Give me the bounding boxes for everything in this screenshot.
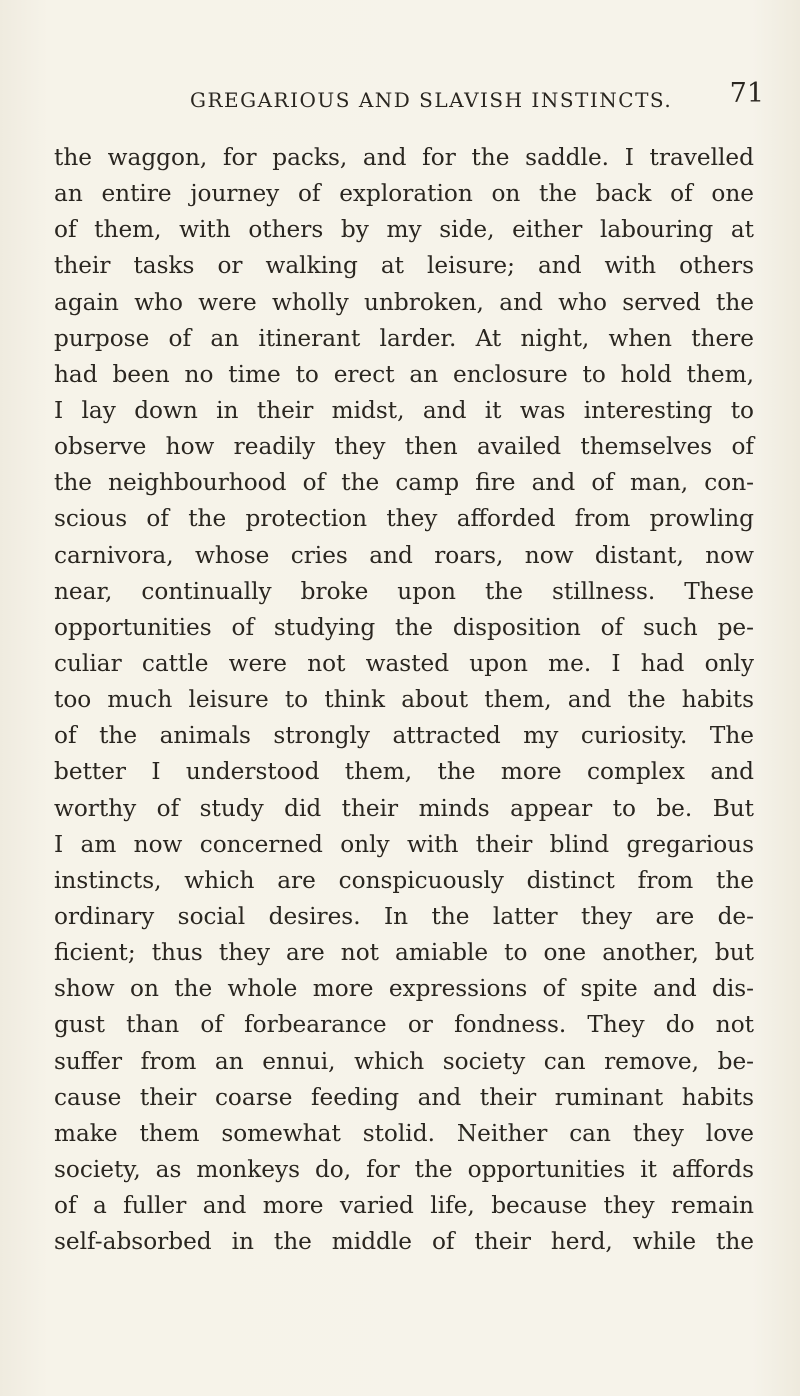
- text-line: of the animals strongly attracted my curiosity. The: [54, 722, 754, 750]
- page-number: 71: [729, 78, 764, 109]
- text-line: an entire journey of exploration on the back of one: [54, 180, 754, 208]
- text-line: society, as monkeys do, for the opportunities it affords: [54, 1155, 754, 1183]
- text-line: the waggon, for packs, and for the saddle. I travelled: [54, 144, 754, 171]
- text-line: near, continually broke upon the stillness. These: [54, 577, 754, 605]
- text-line: cause their coarse feeding and their ruminant habits: [54, 1083, 754, 1111]
- text-line: the neighbourhood of the camp fire and of man, con-: [54, 469, 754, 497]
- text-line: opportunities of studying the disposition of such pe-: [54, 613, 754, 641]
- body-text: [54, 140, 754, 1260]
- text-line: had been no time to erect an enclosure to hold them,: [54, 360, 754, 388]
- text-line: self-absorbed in the middle of their herd, while the: [54, 1228, 754, 1256]
- text-line: too much leisure to think about them, and the habits: [54, 686, 754, 714]
- text-line: ordinary social desires. In the latter they are de-: [54, 902, 754, 930]
- text-line: their tasks or walking at leisure; and with others: [54, 252, 754, 280]
- text-line: again who were wholly unbroken, and who served the: [54, 288, 754, 316]
- text-line: observe how readily they then availed themselves of: [54, 433, 754, 461]
- text-line: scious of the protection they afforded from prowling: [54, 505, 754, 533]
- text-line: gust than of forbearance or fondness. They do not: [54, 1011, 754, 1039]
- text-line: make them somewhat stolid. Neither can they love: [54, 1119, 754, 1147]
- text-line: I lay down in their midst, and it was interesting to: [54, 396, 754, 424]
- running-head: [60, 78, 764, 122]
- text-line: better I understood them, the more complex and: [54, 758, 754, 786]
- text-line: of a fuller and more varied life, because they remain: [54, 1192, 754, 1220]
- text-line: culiar cattle were not wasted upon me. I had only: [54, 649, 754, 677]
- text-line: show on the whole more expressions of spite and dis-: [54, 975, 754, 1003]
- text-line: instincts, which are conspicuously distinct from the: [54, 866, 754, 894]
- text-line: I am now concerned only with their blind gregarious: [54, 830, 754, 858]
- text-line: ficient; thus they are not amiable to one another, but: [54, 939, 754, 967]
- text-line: worthy of study did their minds appear to be. But: [54, 794, 754, 822]
- text-line: of them, with others by my side, either labouring at: [54, 216, 754, 244]
- text-line: carnivora, whose cries and roars, now distant, now: [54, 541, 754, 569]
- running-title: GREGARIOUS AND SLAVISH INSTINCTS.: [190, 88, 673, 112]
- text-line: suffer from an ennui, which society can remove, be-: [54, 1047, 754, 1075]
- text-line: purpose of an itinerant larder. At night, when there: [54, 324, 754, 352]
